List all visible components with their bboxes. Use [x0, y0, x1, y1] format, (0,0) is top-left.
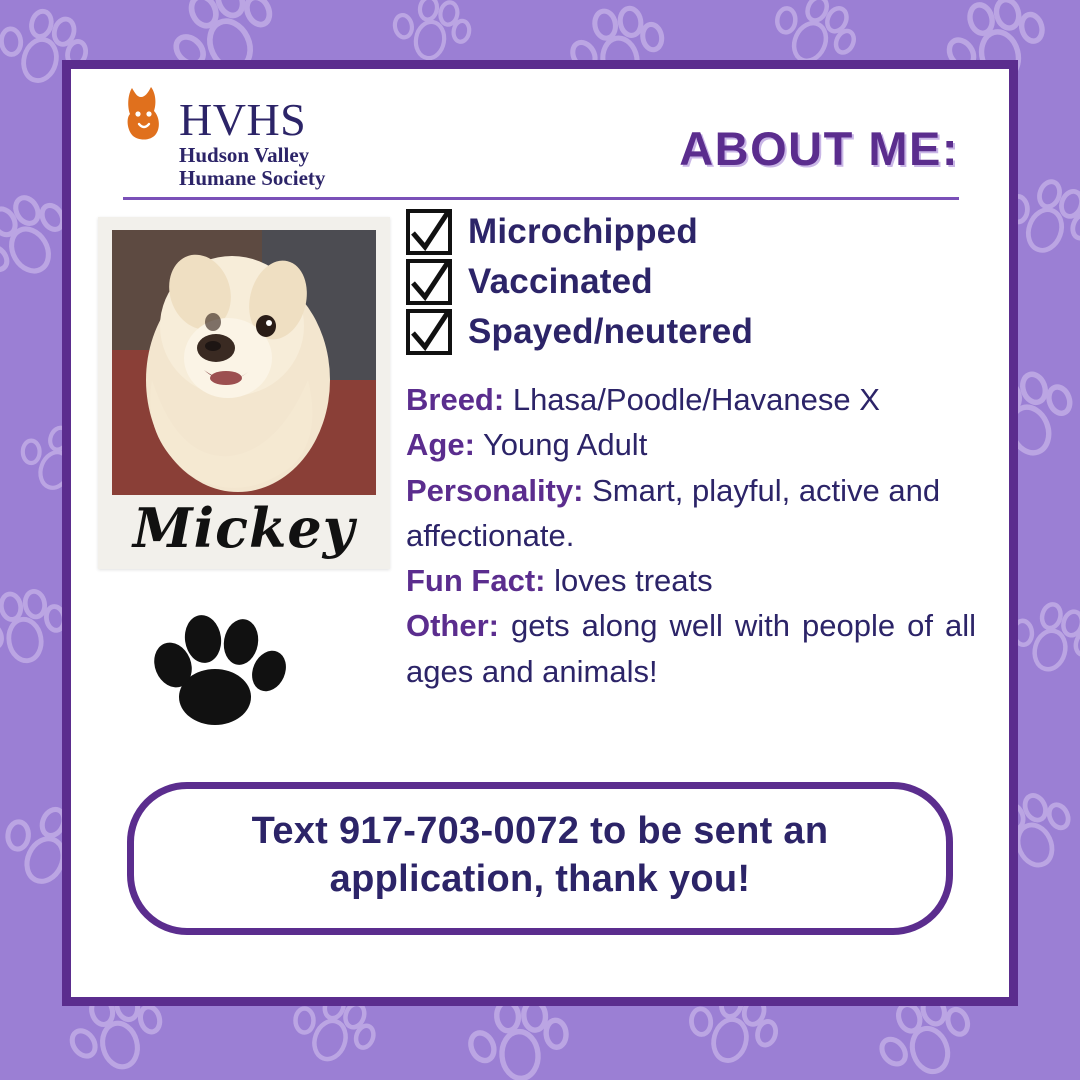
checklist-label-spayed-neutered: Spayed/neutered [468, 312, 754, 351]
header-divider [123, 197, 959, 200]
detail-label-age: Age: [406, 427, 475, 463]
paw-print-icon [143, 609, 291, 729]
detail-value-breed: Lhasa/Poodle/Havanese X [512, 382, 880, 417]
detail-breed [406, 377, 976, 422]
flyer-header [71, 69, 1009, 209]
detail-label-other: Other: [406, 608, 499, 644]
org-name-line2: Humane Society [179, 165, 326, 190]
checklist-label-microchipped: Microchipped [468, 212, 698, 251]
detail-value-fun-fact: loves treats [554, 563, 713, 598]
organization-logo [123, 84, 423, 189]
contact-cta-box[interactable] [127, 782, 953, 935]
pet-photo [112, 230, 376, 495]
org-abbrev: HVHS [179, 94, 307, 146]
adoption-flyer-card [62, 60, 1018, 1006]
detail-value-personality: Smart, playful, active and affectionate. [406, 472, 941, 553]
org-name-line1: Hudson Valley [179, 143, 310, 167]
detail-label-personality: Personality: [406, 472, 584, 508]
dog-head-icon [123, 84, 171, 142]
detail-value-other: gets along well with people of all ages and animals! [406, 608, 976, 689]
pet-info-column [406, 209, 976, 694]
checklist-item [406, 309, 976, 355]
detail-other [406, 603, 976, 694]
checklist-label-vaccinated: Vaccinated [468, 262, 653, 301]
detail-value-age: Young Adult [482, 427, 648, 463]
checklist-item [406, 209, 976, 255]
cta-line-2: application, thank you! [329, 858, 751, 901]
checkbox-checked-icon [406, 209, 452, 255]
pet-details-list [406, 377, 976, 694]
detail-label-fun-fact: Fun Fact: [406, 563, 546, 598]
detail-label-breed: Breed: [406, 382, 505, 417]
cta-line-1: Text 917-703-0072 to be sent an [251, 809, 829, 852]
detail-fun-fact [406, 558, 976, 603]
detail-personality [406, 468, 976, 559]
checkbox-checked-icon [406, 259, 452, 305]
checklist-item [406, 259, 976, 305]
pet-photo-card [98, 217, 390, 569]
page-title: ABOUT ME: [679, 122, 959, 175]
detail-age [406, 422, 976, 467]
pet-name: Mickey [132, 496, 356, 560]
checkbox-checked-icon [406, 309, 452, 355]
